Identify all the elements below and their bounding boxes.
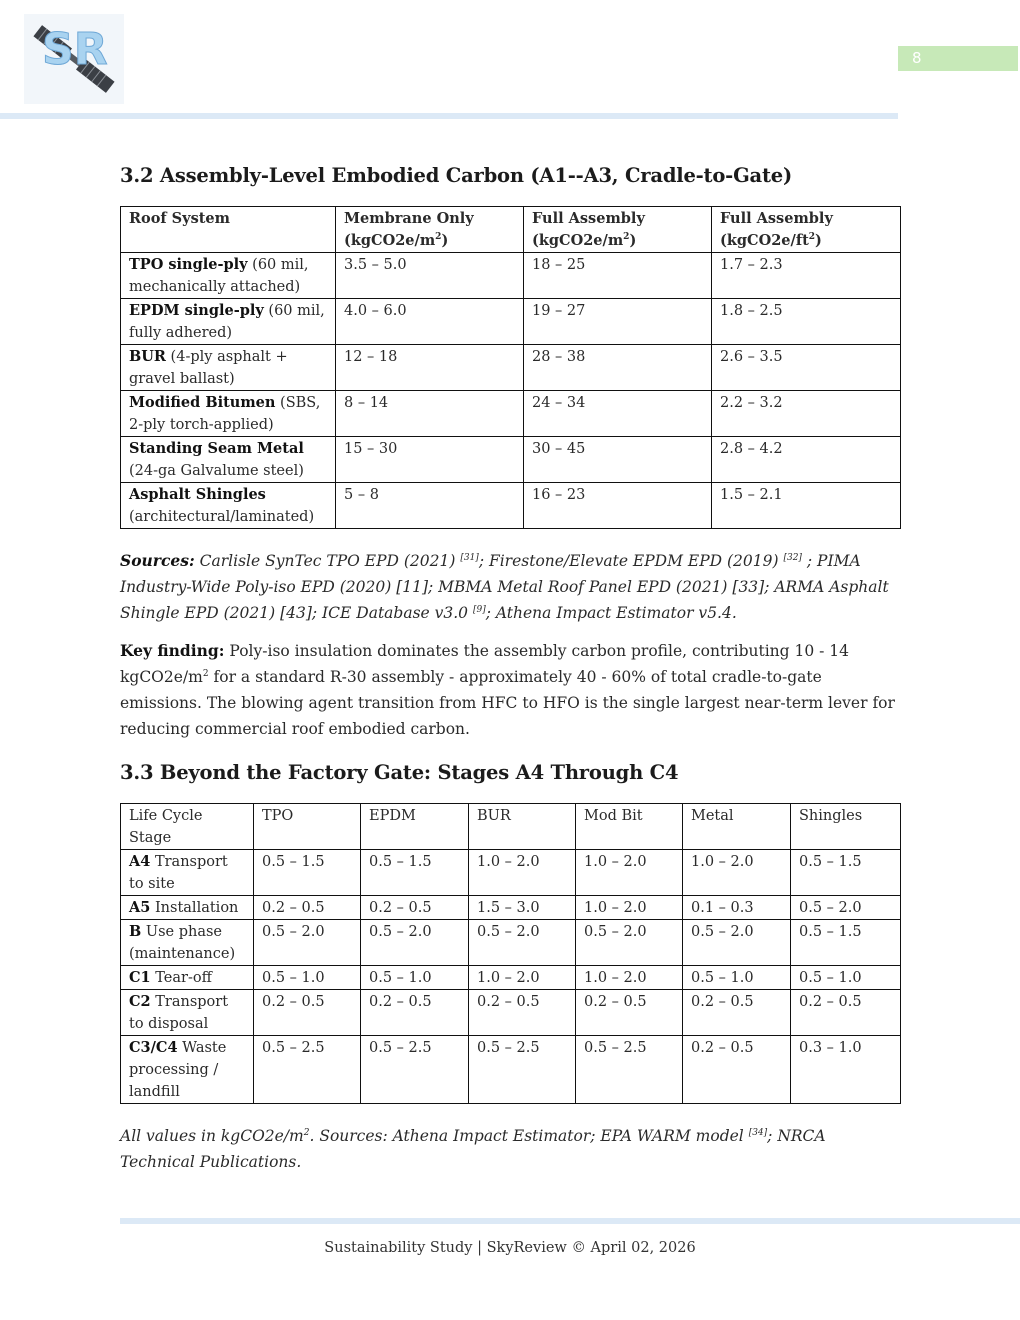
note-text: . Sources: Athena Impact Estimator; EPA WARM model — [309, 1127, 749, 1145]
column-header — [712, 207, 901, 253]
column-header-line: Membrane Only — [344, 210, 474, 227]
stage-cell — [121, 1036, 254, 1104]
value-cell: 4.0 – 6.0 — [336, 299, 524, 345]
value-cell: 0.2 – 0.5 — [683, 1036, 791, 1104]
column-header-line: Roof System — [129, 210, 231, 227]
column-header: TPO — [254, 804, 361, 850]
sources-text: ; Athena Impact Estimator v5.4. — [485, 604, 737, 622]
header-divider — [0, 113, 898, 119]
roof-system-name: Standing Seam Metal — [129, 440, 304, 457]
superscript: 2 — [202, 668, 209, 679]
stage-code: C1 — [129, 969, 151, 986]
table-note — [120, 1123, 900, 1175]
roof-system-detail: (60 mil, mechanically attached) — [129, 257, 309, 295]
citation-ref: [34] — [748, 1127, 768, 1138]
value-cell: 1.0 – 2.0 — [576, 966, 683, 990]
roof-system-name: Modified Bitumen — [129, 394, 276, 411]
value-cell: 2.8 – 4.2 — [712, 437, 901, 483]
value-cell: 0.5 – 2.0 — [683, 920, 791, 966]
stage-code: C3/C4 — [129, 1039, 178, 1056]
note-text: All values in kgCO2e/m — [120, 1127, 304, 1145]
value-cell: 0.2 – 0.5 — [576, 990, 683, 1036]
page-footer: Sustainability Study | SkyReview © April 02, 2026 — [324, 1240, 696, 1256]
superscript: 2 — [623, 232, 630, 243]
sources-text: ; Firestone/Elevate EPDM EPD (2019) — [478, 552, 784, 570]
value-cell: 0.5 – 1.0 — [791, 966, 901, 990]
citation-ref: [32] — [783, 552, 802, 563]
value-cell: 0.5 – 1.5 — [361, 850, 469, 896]
value-cell: 0.2 – 0.5 — [791, 990, 901, 1036]
value-cell: 1.0 – 2.0 — [469, 850, 576, 896]
stage-label: Transport to disposal — [129, 994, 229, 1032]
stage-cell — [121, 990, 254, 1036]
table-row — [121, 896, 901, 920]
stage-code: C2 — [129, 993, 151, 1010]
stage-label: Waste processing / landfill — [129, 1040, 227, 1100]
stage-cell — [121, 850, 254, 896]
value-cell: 0.2 – 0.5 — [683, 990, 791, 1036]
value-cell: 0.5 – 1.5 — [791, 920, 901, 966]
value-cell: 12 – 18 — [336, 345, 524, 391]
key-finding-text: for a standard R-30 assembly - approximately 40 - 60% of total cradle-to-gate emissions. The blowing agent transition from HFC to HFO is the single largest near-term lever for reducing commercial roof embodied carbon. — [120, 668, 895, 738]
value-cell: 0.5 – 1.5 — [791, 850, 901, 896]
roof-system-cell — [121, 253, 336, 299]
stage-cell — [121, 920, 254, 966]
value-cell: 1.8 – 2.5 — [712, 299, 901, 345]
roof-system-detail: (SBS, 2-ply torch-applied) — [129, 395, 321, 433]
page-number-badge: 8 — [898, 46, 1018, 71]
column-header — [336, 207, 524, 253]
column-header-unit: (kgCO2e/m — [532, 232, 624, 249]
column-header: Shingles — [791, 804, 901, 850]
column-header: Life Cycle Stage — [121, 804, 254, 850]
value-cell: 0.5 – 2.0 — [254, 920, 361, 966]
stage-label: Tear-off — [150, 970, 212, 986]
roof-system-name: BUR — [129, 348, 166, 365]
roof-system-detail: (24-ga Galvalume steel) — [129, 463, 304, 479]
table-row — [121, 299, 901, 345]
superscript: 2 — [435, 232, 442, 243]
stage-code: A5 — [129, 899, 151, 916]
column-header — [121, 207, 336, 253]
value-cell: 0.5 – 1.0 — [254, 966, 361, 990]
value-cell: 0.5 – 2.0 — [791, 896, 901, 920]
roof-system-cell — [121, 299, 336, 345]
value-cell: 0.5 – 2.5 — [469, 1036, 576, 1104]
value-cell: 0.5 – 2.0 — [361, 920, 469, 966]
stage-cell — [121, 966, 254, 990]
sources-text: ; PIMA Industry-Wide Poly-iso EPD (2020) [11]; MBMA Metal Roof Panel EPD (2021) [33]; ARMA Asphalt Shingle EPD (2021) [43]; ICE Database v3.0 — [120, 552, 889, 622]
value-cell: 1.0 – 2.0 — [683, 850, 791, 896]
stage-cell — [121, 896, 254, 920]
value-cell: 0.2 – 0.5 — [254, 896, 361, 920]
assembly-carbon-table — [120, 206, 901, 529]
value-cell: 0.5 – 2.5 — [361, 1036, 469, 1104]
roof-system-name: Asphalt Shingles — [129, 486, 266, 503]
roof-system-name: EPDM single-ply — [129, 302, 264, 319]
stage-label: Transport to site — [129, 854, 228, 892]
table-row — [121, 437, 901, 483]
roof-system-detail: (architectural/laminated) — [129, 509, 315, 525]
key-finding-label: Key finding: — [120, 641, 225, 660]
value-cell: 2.6 – 3.5 — [712, 345, 901, 391]
value-cell: 0.2 – 0.5 — [361, 990, 469, 1036]
column-header-unit-close: ) — [441, 232, 449, 249]
key-finding-text: Poly-iso insulation dominates the assembly carbon profile, contributing 10 - 14 kgCO2e/m — [120, 642, 850, 686]
value-cell: 16 – 23 — [524, 483, 712, 529]
sources-label: Sources: — [120, 551, 195, 570]
table-row — [121, 966, 901, 990]
page-content — [120, 164, 900, 1175]
value-cell: 0.5 – 2.5 — [576, 1036, 683, 1104]
stage-label: Use phase (maintenance) — [129, 924, 236, 962]
svg-text:SR: SR — [42, 24, 108, 75]
value-cell: 0.5 – 2.0 — [469, 920, 576, 966]
value-cell: 1.0 – 2.0 — [469, 966, 576, 990]
stage-label: Installation — [150, 900, 239, 916]
value-cell: 0.2 – 0.5 — [361, 896, 469, 920]
table-row — [121, 345, 901, 391]
table-row — [121, 253, 901, 299]
table-header-row — [121, 804, 901, 850]
column-header: BUR — [469, 804, 576, 850]
superscript: 2 — [303, 1127, 310, 1138]
table-row — [121, 920, 901, 966]
footer-divider — [120, 1218, 1020, 1224]
table-row — [121, 391, 901, 437]
value-cell: 30 – 45 — [524, 437, 712, 483]
column-header — [524, 207, 712, 253]
value-cell: 1.0 – 2.0 — [576, 896, 683, 920]
column-header-line: Full Assembly — [720, 210, 833, 227]
column-header-unit-close: ) — [629, 232, 637, 249]
roof-system-cell — [121, 437, 336, 483]
stage-code: A4 — [129, 853, 151, 870]
column-header-line: Full Assembly — [532, 210, 645, 227]
value-cell: 24 – 34 — [524, 391, 712, 437]
citation-ref: [31] — [460, 552, 479, 563]
value-cell: 1.0 – 2.0 — [576, 850, 683, 896]
column-header: Mod Bit — [576, 804, 683, 850]
value-cell: 0.5 – 2.5 — [254, 1036, 361, 1104]
value-cell: 0.5 – 1.0 — [361, 966, 469, 990]
value-cell: 0.5 – 1.5 — [254, 850, 361, 896]
value-cell: 0.5 – 2.0 — [576, 920, 683, 966]
table-row — [121, 1036, 901, 1104]
roof-system-cell — [121, 345, 336, 391]
citation-ref: [9] — [472, 604, 486, 615]
value-cell: 8 – 14 — [336, 391, 524, 437]
value-cell: 1.5 – 2.1 — [712, 483, 901, 529]
section-heading-3-2: 3.2 Assembly-Level Embodied Carbon (A1--A3, Cradle-to-Gate) — [120, 164, 792, 187]
skyreview-logo — [24, 14, 124, 104]
table-row — [121, 850, 901, 896]
column-header: Metal — [683, 804, 791, 850]
stage-code: B — [129, 923, 142, 940]
life-cycle-stage-table — [120, 803, 901, 1104]
key-finding-paragraph — [120, 638, 900, 742]
roof-system-cell — [121, 483, 336, 529]
value-cell: 0.1 – 0.3 — [683, 896, 791, 920]
table-header-row — [121, 207, 901, 253]
roof-system-cell — [121, 391, 336, 437]
value-cell: 18 – 25 — [524, 253, 712, 299]
sources-text: Carlisle SynTec TPO EPD (2021) — [194, 552, 461, 570]
note-text: ; NRCA Technical Publications. — [120, 1127, 826, 1171]
value-cell: 3.5 – 5.0 — [336, 253, 524, 299]
value-cell: 15 – 30 — [336, 437, 524, 483]
roof-system-detail: (4-ply asphalt + gravel ballast) — [129, 349, 288, 387]
column-header-unit: (kgCO2e/m — [344, 232, 436, 249]
value-cell: 0.2 – 0.5 — [254, 990, 361, 1036]
superscript: 2 — [808, 232, 816, 243]
roof-system-name: TPO single-ply — [129, 256, 248, 273]
value-cell: 1.7 – 2.3 — [712, 253, 901, 299]
value-cell: 28 – 38 — [524, 345, 712, 391]
value-cell: 0.3 – 1.0 — [791, 1036, 901, 1104]
column-header-unit-close: ) — [815, 232, 822, 249]
column-header: EPDM — [361, 804, 469, 850]
value-cell: 0.2 – 0.5 — [469, 990, 576, 1036]
value-cell: 5 – 8 — [336, 483, 524, 529]
value-cell: 19 – 27 — [524, 299, 712, 345]
value-cell: 2.2 – 3.2 — [712, 391, 901, 437]
sources-paragraph — [120, 548, 900, 626]
value-cell: 0.5 – 1.0 — [683, 966, 791, 990]
table-row — [121, 990, 901, 1036]
column-header-unit: (kgCO2e/ft — [720, 232, 809, 249]
table-row — [121, 483, 901, 529]
value-cell: 1.5 – 3.0 — [469, 896, 576, 920]
section-heading-3-3: 3.3 Beyond the Factory Gate: Stages A4 Through C4 — [120, 761, 679, 784]
roof-system-detail: (60 mil, fully adhered) — [129, 303, 325, 341]
